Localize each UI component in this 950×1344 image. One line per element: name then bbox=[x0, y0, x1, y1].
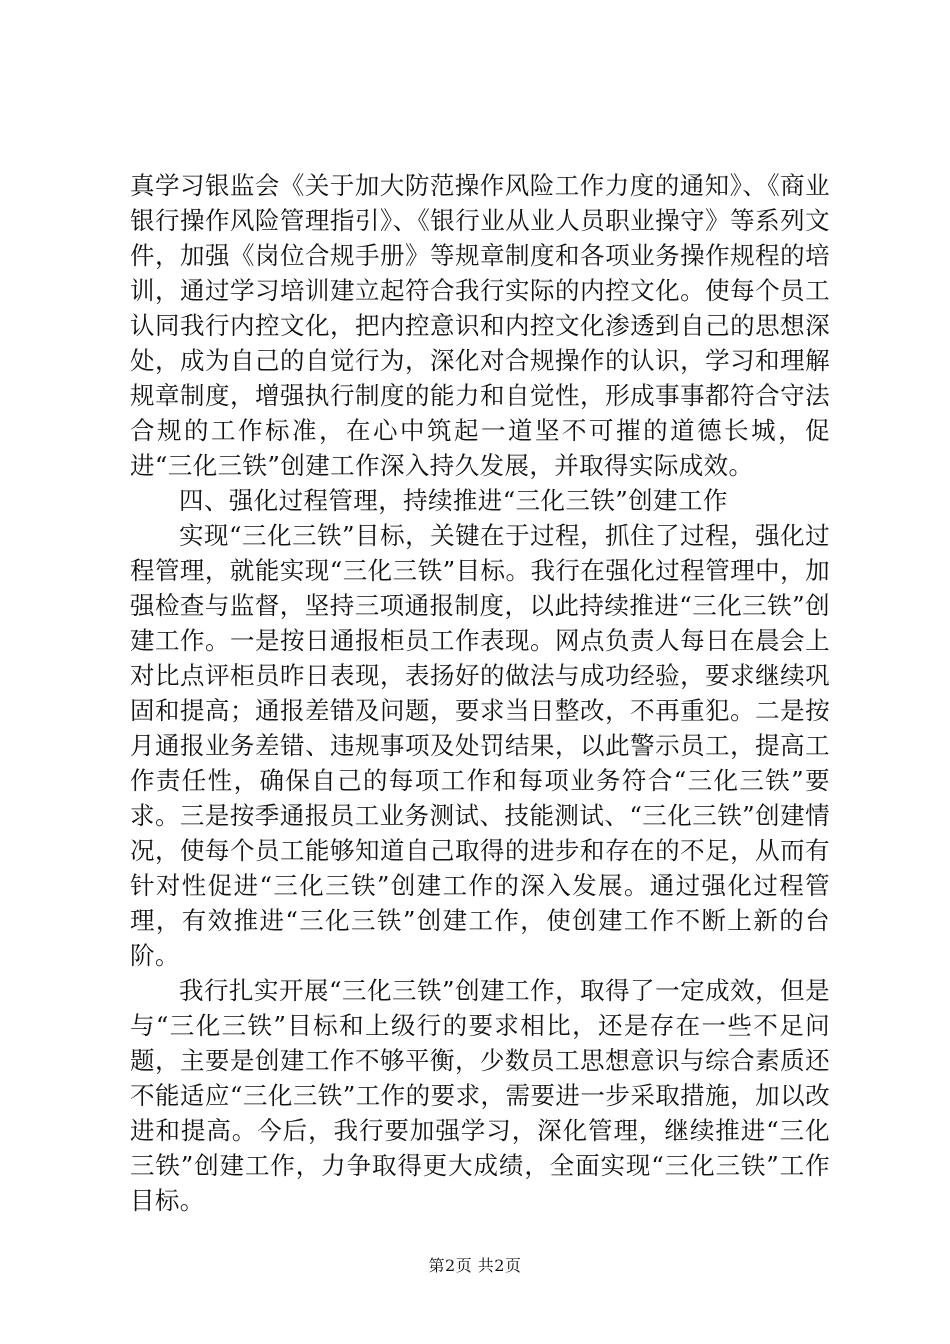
page-number-footer: 第2页 共2页 bbox=[428, 1256, 522, 1275]
paragraph-process-management: 实现“三化三铁”目标，关键在于过程，抓住了过程，强化过程管理，就能实现“三化三铁”目标。我行在强化过程管理中，加强检查与监督，坚持三项通报制度，以此持续推进“三化三铁”创建工作。一是按日通报柜员工作表现。网点负责人每日在晨会上对比点评柜员昨日表现，表扬好的做法与成功经验，要求继续巩固和提高；通报差错及问题，要求当日整改，不再重犯。二是按月通报业务差错、违规事项及处罚结果，以此警示员工，提高工作责任性，确保自己的每项工作和每项业务符合“三化三铁”要求。三是按季通报员工业务测试、技能测试、“三化三铁”创建情况，使每个员工能够知道自己取得的进步和存在的不足，从而有针对性促进“三化三铁”创建工作的深入发展。通过强化过程管理，有效推进“三化三铁”创建工作，使创建工作不断上新的台阶。 bbox=[130, 521, 830, 970]
section-heading-four: 四、强化过程管理，持续推进“三化三铁”创建工作 bbox=[179, 486, 728, 515]
paragraph-conclusion: 我行扎实开展“三化三铁”创建工作，取得了一定成效，但是与“三化三铁”目标和上级行的要求相比，还是存在一些不足问题，主要是创建工作不够平衡，少数员工思想意识与综合素质还不能适应“三化三铁”工作的要求，需要进一步采取措施，加以改进和提高。今后，我行要加强学习，深化管理，继续推进“三化三铁”创建工作，力争取得更大成绩，全面实现“三化三铁”工作目标。 bbox=[130, 976, 830, 1215]
document-body bbox=[130, 168, 830, 1218]
paragraph-continued: 真学习银监会《关于加大防范操作风险工作力度的通知》、《商业银行操作风险管理指引》、《银行业从业人员职业操守》等系列文件，加强《岗位合规手册》等规章制度和各项业务操作规程的培训，通过学习培训建立起符合我行实际的内控文化。使每个员工认同我行内控文化，把内控意识和内控文化渗透到自己的思想深处，成为自己的自觉行为，深化对合规操作的认识，学习和理解规章制度，增强执行制度的能力和自觉性，形成事事都符合守法合规的工作标准，在心中筑起一道坚不可摧的道德长城，促进“三化三铁”创建工作深入持久发展，并取得实际成效。 bbox=[130, 171, 830, 480]
